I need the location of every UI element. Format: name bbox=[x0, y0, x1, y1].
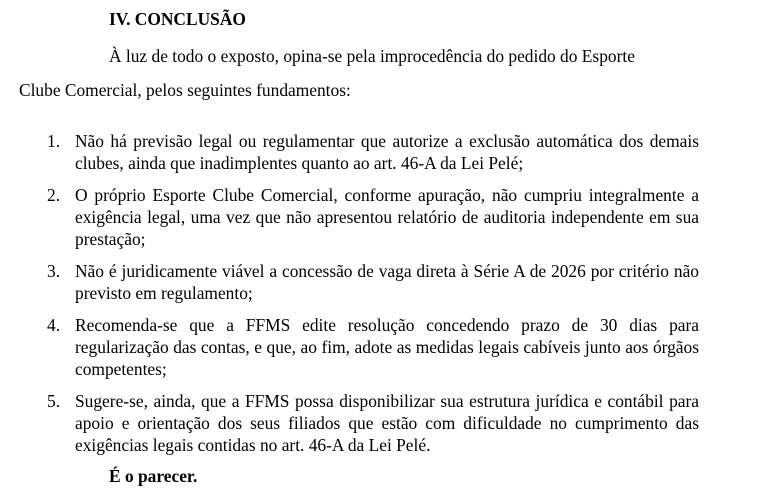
list-item-text: Não é juridicamente viável a concessão de vaga direta à Série A de 2026 por critério não previsto em regulamento; bbox=[75, 261, 699, 303]
list-item bbox=[0, 314, 775, 380]
closing-statement: É o parecer. bbox=[109, 466, 198, 486]
section-heading: IV. CONCLUSÃO bbox=[109, 9, 246, 29]
list-item-text: Não há previsão legal ou regulamentar que autorize a exclusão automática dos demais clubes, ainda que inadimplentes quanto ao art. 46-A da Lei Pelé; bbox=[75, 131, 699, 173]
intro-paragraph-line2: Clube Comercial, pelos seguintes fundamentos: bbox=[19, 80, 351, 100]
list-item-number: 4. bbox=[47, 315, 61, 335]
list-item-text: Sugere-se, ainda, que a FFMS possa disponibilizar sua estrutura jurídica e contábil para apoio e orientação dos seus filiados que estão com dificuldade no cumprimento das exigências legais contidas no art. 46-A da Lei Pelé. bbox=[75, 391, 699, 455]
list-item bbox=[0, 130, 775, 174]
list-item bbox=[0, 390, 775, 456]
list-item bbox=[0, 184, 775, 250]
list-item-text: O próprio Esporte Clube Comercial, conforme apuração, não cumpriu integralmente a exigência legal, uma vez que não apresentou relatório de auditoria independente em sua prestação; bbox=[75, 185, 699, 249]
list-item bbox=[0, 260, 775, 304]
list-item-number: 3. bbox=[47, 261, 61, 281]
list-item-number: 5. bbox=[47, 391, 61, 411]
conclusion-list bbox=[0, 130, 775, 466]
list-item-number: 2. bbox=[47, 185, 61, 205]
intro-paragraph-line1: À luz de todo o exposto, opina-se pela improcedência do pedido do Esporte bbox=[109, 46, 635, 66]
list-item-text: Recomenda-se que a FFMS edite resolução concedendo prazo de 30 dias para regularização das contas, e que, ao fim, adote as medidas legais cabíveis junto aos órgãos competentes; bbox=[75, 315, 699, 379]
list-item-number: 1. bbox=[47, 131, 61, 151]
